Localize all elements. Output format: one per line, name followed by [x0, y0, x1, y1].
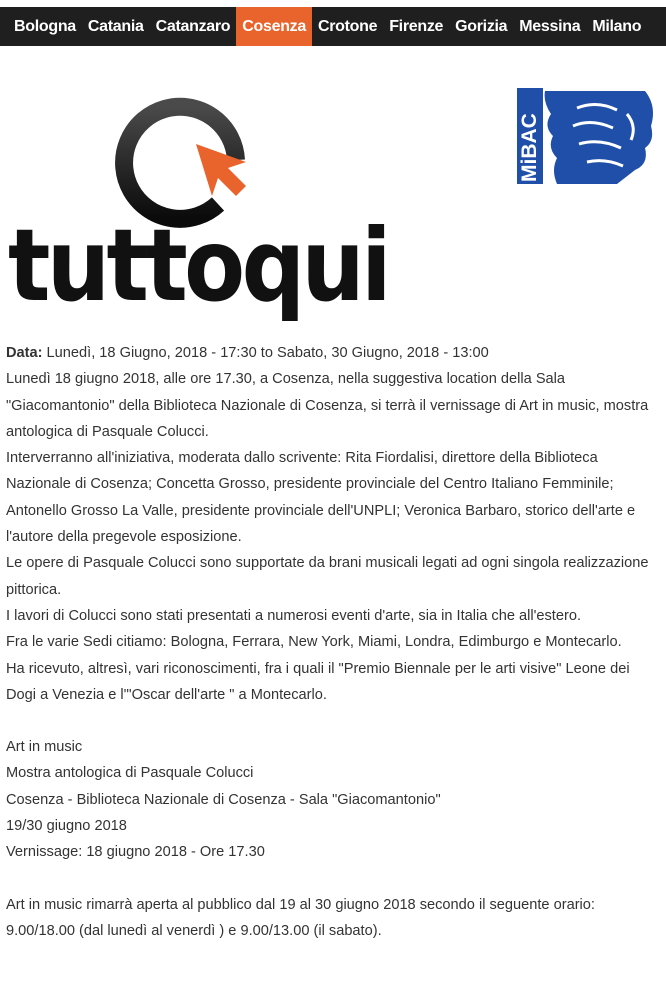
paragraph-intro: Lunedì 18 giugno 2018, alle ore 17.30, a Cosenza, nella suggestiva location della Sala "Giacomantonio" della Biblioteca Nazionale di Cosenza, si terrà il vernissage di Art in music, mostra antologica di Pasquale Colucci.	[6, 371, 649, 440]
nav-item-crotone[interactable]: Crotone	[317, 17, 378, 35]
mibac-text: MiBAC	[518, 113, 541, 182]
nav-item-firenze[interactable]: Firenze	[389, 17, 444, 35]
info-title: Art in music	[6, 739, 83, 756]
paragraph-awards: Ha ricevuto, altresì, vari riconoscimenti, fra i quali il "Premio Biennale per le arti visive" Leone dei Dogi a Venezia e l'"Oscar dell'arte " a Montecarlo.	[6, 660, 630, 703]
logo-wordmark: tuttoqui	[8, 207, 388, 324]
nav-item-catanzaro[interactable]: Catanzaro	[155, 17, 231, 35]
cursor-ring-icon	[124, 107, 246, 219]
paragraph-events: I lavori di Colucci sono stati presentati a numerosi eventi d'arte, sia in Italia che all'estero.	[6, 607, 582, 624]
info-subtitle: Mostra antologica di Pasquale Colucci	[6, 765, 254, 782]
nav-item-gorizia[interactable]: Gorizia	[455, 17, 508, 35]
info-location: Cosenza - Biblioteca Nazionale di Cosenza - Sala "Giacomantonio"	[6, 791, 441, 808]
date-value: Lunedì, 18 Giugno, 2018 - 17:30 to Sabato, 30 Giugno, 2018 - 13:00	[42, 345, 489, 361]
paragraph-works: Le opere di Pasquale Colucci sono supportate da brani musicali legati ad ogni singola realizzazione pittorica.	[6, 555, 649, 598]
mibac-logo[interactable]	[517, 86, 657, 186]
nav-item-bologna[interactable]: Bologna	[14, 17, 76, 35]
paragraph-hours: Art in music rimarrà aperta al pubblico dal 19 al 30 giugno 2018 secondo il seguente orario: 9.00/18.00 (dal lunedì al venerdì ) e 9.00/13.00 (il sabato).	[6, 896, 595, 939]
paragraph-speakers: Interverranno all'iniziativa, moderata dallo scrivente: Rita Fiordalisi, direttore della Biblioteca Nazionale di Cosenza; Concetta Grosso, presidente provinciale del Centro Italiano Femminile; Antonello Grosso La Valle, presidente provinciale dell'UNPLI; Veronica Barbaro, storico dell'arte e l'autore della pregevole esposizione.	[6, 450, 636, 546]
event-date	[6, 340, 661, 366]
info-dates: 19/30 giugno 2018	[6, 818, 127, 835]
article-body	[6, 340, 661, 944]
tuttoqui-logo[interactable]	[0, 82, 400, 332]
top-navigation	[0, 0, 666, 46]
date-label: Data:	[6, 345, 43, 361]
nav-item-catania[interactable]: Catania	[87, 17, 144, 35]
info-vernissage: Vernissage: 18 giugno 2018 - Ore 17.30	[6, 844, 265, 861]
paragraph-venues: Fra le varie Sedi citiamo: Bologna, Ferrara, New York, Miami, Londra, Edimburgo e Montecarlo.	[6, 634, 622, 651]
city-nav-bar	[0, 7, 666, 46]
nav-item-messina[interactable]: Messina	[519, 17, 581, 35]
nav-item-cosenza[interactable]: Cosenza	[236, 7, 312, 46]
nav-item-milano[interactable]: Milano	[592, 17, 642, 35]
